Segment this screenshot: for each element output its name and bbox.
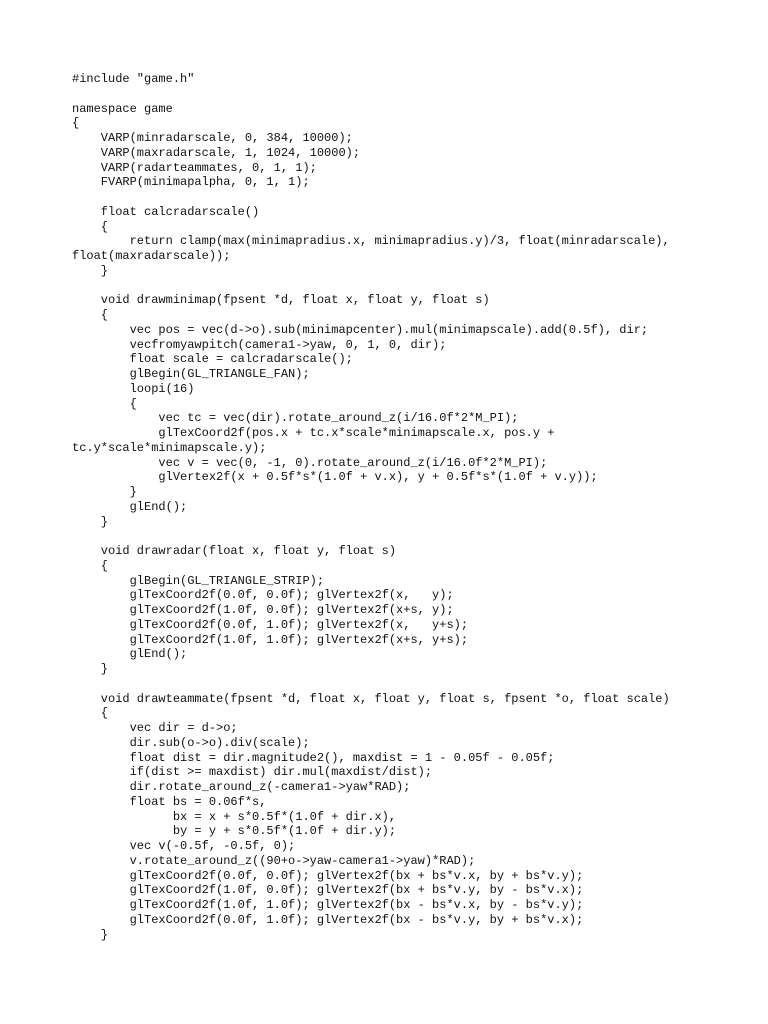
code-line: } [72, 927, 109, 942]
code-line: #include "game.h" [72, 72, 195, 86]
code-line: } [72, 263, 109, 278]
code-line: float scale = calcradarscale(); [72, 352, 353, 367]
code-line: glTexCoord2f(0.0f, 1.0f); glVertex2f(x, y+s); [72, 617, 469, 632]
code-line: if(dist >= maxdist) dir.mul(maxdist/dist); [72, 765, 433, 780]
code-line: FVARP(minimapalpha, 0, 1, 1); [72, 175, 310, 190]
code-line: glTexCoord2f(0.0f, 1.0f); glVertex2f(bx - bs*v.y, by + bs*v.x); [72, 912, 584, 927]
code-line: vecfromyawpitch(camera1->yaw, 0, 1, 0, dir); [72, 337, 447, 352]
code-line: float dist = dir.magnitude2(), maxdist = 1 - 0.05f - 0.05f; [72, 750, 555, 765]
code-line [72, 190, 670, 205]
code-line: tc.y*scale*minimapscale.y); [72, 440, 267, 455]
code-line: vec v = vec(0, -1, 0).rotate_around_z(i/16.0f*2*M_PI); [72, 455, 548, 470]
code-line [72, 529, 670, 544]
code-line: loopi(16) [72, 381, 195, 396]
code-line: glEnd(); [72, 499, 188, 514]
code-line: vec dir = d->o; [72, 721, 238, 735]
code-listing [72, 72, 670, 942]
code-line: glTexCoord2f(1.0f, 0.0f); glVertex2f(bx + bs*v.y, by - bs*v.x); [72, 883, 584, 898]
code-line: return clamp(max(minimapradius.x, minimapradius.y)/3, float(minradarscale), [72, 234, 670, 249]
code-line [72, 677, 670, 692]
code-line: { [72, 558, 109, 573]
code-line: float calcradarscale() [72, 204, 260, 219]
code-line: dir.sub(o->o).div(scale); [72, 735, 310, 750]
code-line: namespace game [72, 101, 173, 116]
code-line: glTexCoord2f(1.0f, 1.0f); glVertex2f(x+s, y+s); [72, 632, 469, 647]
code-line: { [72, 308, 109, 322]
code-line: VARP(maxradarscale, 1, 1024, 10000); [72, 145, 361, 160]
code-line [72, 279, 670, 294]
code-line: glTexCoord2f(0.0f, 0.0f); glVertex2f(bx + bs*v.x, by + bs*v.y); [72, 868, 584, 883]
code-line: } [72, 662, 109, 676]
code-line: glTexCoord2f(pos.x + tc.x*scale*minimapscale.x, pos.y + [72, 426, 555, 440]
code-line: float bs = 0.06f*s, [72, 794, 267, 809]
code-line: glBegin(GL_TRIANGLE_STRIP); [72, 573, 325, 588]
code-line: glBegin(GL_TRIANGLE_FAN); [72, 367, 310, 381]
code-line [72, 87, 670, 102]
code-line: } [72, 514, 109, 529]
code-line: glTexCoord2f(0.0f, 0.0f); glVertex2f(x, y); [72, 588, 454, 603]
code-line: v.rotate_around_z((90+o->yaw-camera1->yaw)*RAD); [72, 853, 476, 868]
code-line: void drawminimap(fpsent *d, float x, float y, float s) [72, 293, 490, 308]
code-line: glTexCoord2f(1.0f, 0.0f); glVertex2f(x+s, y); [72, 603, 454, 617]
code-line: by = y + s*0.5f*(1.0f + dir.y); [72, 824, 397, 839]
code-line: vec v(-0.5f, -0.5f, 0); [72, 839, 296, 853]
code-line: VARP(radarteammates, 0, 1, 1); [72, 160, 317, 175]
code-line: void drawteammate(fpsent *d, float x, float y, float s, fpsent *o, float scale) [72, 691, 670, 706]
code-line: vec pos = vec(d->o).sub(minimapcenter).mul(minimapscale).add(0.5f), dir; [72, 322, 649, 337]
code-line: { [72, 116, 80, 131]
code-line: bx = x + s*0.5f*(1.0f + dir.x), [72, 809, 397, 824]
code-line: VARP(minradarscale, 0, 384, 10000); [72, 131, 353, 145]
code-line: vec tc = vec(dir).rotate_around_z(i/16.0f*2*M_PI); [72, 411, 519, 426]
code-line: float(maxradarscale)); [72, 249, 231, 263]
code-line: glVertex2f(x + 0.5f*s*(1.0f + v.x), y + 0.5f*s*(1.0f + v.y)); [72, 470, 598, 485]
code-line: { [72, 706, 109, 721]
code-line: glTexCoord2f(1.0f, 1.0f); glVertex2f(bx - bs*v.x, by - bs*v.y); [72, 898, 584, 912]
code-line: } [72, 485, 137, 499]
code-line: glEnd(); [72, 647, 188, 662]
code-line: { [72, 219, 109, 234]
code-line: dir.rotate_around_z(-camera1->yaw*RAD); [72, 780, 411, 794]
code-line: void drawradar(float x, float y, float s) [72, 544, 397, 558]
code-line: { [72, 396, 137, 411]
